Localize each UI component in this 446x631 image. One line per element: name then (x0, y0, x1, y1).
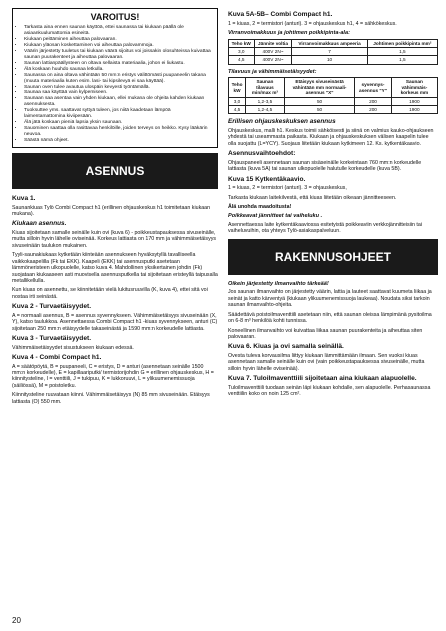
section-banner-asennus: ASENNUS (12, 153, 218, 189)
paragraph-maadoitus: Älä unohda maadoitusta! (228, 204, 292, 211)
table-cell: 1,2-3,5 (246, 97, 285, 105)
table-header-cell: Teho kW (229, 39, 255, 47)
paragraph-kuva-7: Tuloilmaventtiili tuodaan seinän läpi kiukaan kohdalle, sen alapuolelle. Perhasaunassa venttiilin koko on noin 125 cm². (228, 384, 431, 398)
table-cell: 200 (355, 106, 392, 114)
table-header-row (229, 39, 438, 47)
warning-item: • Kiukaan yläosan koskettaminen voi aiheuttaa palovammoja. (24, 43, 213, 49)
heading-kuva-1: Kuva 1. (12, 195, 36, 203)
warning-title: VAROITUS! (90, 12, 140, 22)
table-header-cell: Teho kW (229, 78, 246, 97)
table-virranvoimakkuus (228, 39, 438, 65)
heading-kuva-2: Kuva 2 - Turvaetäisyydet. (12, 303, 92, 311)
table-header-cell: Jännite voltia (254, 39, 292, 47)
heading-kuva-3: Kuva 3 - Turvaetäisyydet. (12, 334, 92, 342)
heading-kuva-7: Kuva 7. Tuloilmaventtiili sijoitetaan aina kiukaan alapuolelle. (228, 375, 417, 383)
paragraph-ilmanvaihto-3: Koneellinen ilmanvaihto voi kuivattaa liikaa saunan puurakenteita ja aiheuttaa siten palovaaran. (228, 327, 423, 340)
section-banner-rakennusohjeet: RAKENNUSOHJEET (228, 239, 438, 275)
paragraph-ohjauskeskus: Ohjauskeskus, malli h1. Keskus toimii sähköisesti ja siinä on valmius kauko-ohjaukseen yhdestä tai useammasta paikasta. Kiukaan ja ohjauskeskuksen välisen kaapelin tulee olla suojattu (L=YCY). Suojaus liitetään kiukaan kytkimeen 12. Ks. kytkentäkaavio. (228, 128, 434, 147)
warning-item: • Tuoksuttee yms. saattavat syttyä tuleen, jos niitä kaadetaan lämpöä laimentamattomina kiviipesään. (24, 108, 213, 120)
left-column (12, 8, 218, 408)
table-cell: 50 (284, 106, 354, 114)
heading-virranvoimakkuus: Virranvoimakkuus ja johtimen poikkipinta-ala: (228, 30, 350, 36)
warning-item: • Saunaa saa käyttää vain kylpemiseen. (24, 90, 213, 96)
heading-tilavuus: Tilavuus ja vähimmäisetäisyydet: (228, 68, 317, 75)
table-cell: 7 (292, 48, 367, 56)
paragraph-asennusvaihtoehdot: Ohjauspaneeli asennetaan saunan sisäseinälle korkeintaan 760 mm:n korkeudelle lattiasta (kuva 5A) tai saunan ulkopuolelle halutulle korkeudelle (kuva 5B). (228, 159, 422, 173)
warning-item: • Saunassa on aina oltava vähintään 50 mm:n eristys välittömästi puupaneelin takana (muuta materiaalia kuten esim. lasi- tai kipsilevyä ei saa käyttää). (24, 73, 213, 85)
paragraph-kuva-1: Saunankiuas Tylö Combi Compact h1 (erillinen ohjauskeskus h1 toimitetaan kiukaan mukana). (12, 204, 211, 218)
paragraph-kuva-6: Ovesta tuleva korvausilma liittyy kiukaan lämmittämään ilmaan. Sen vuoksi kiuas asennetaan samalle seinälle kuin ovi (vain poikkeustapauksessa sivuseinälle, mutta silloin hyvin lähelle oviseinää). (228, 352, 425, 372)
table-cell: 50 (284, 97, 354, 105)
table-cell: 400V 2N~ (254, 48, 292, 56)
paragraph-kuva-15-b: Tarkasta kiukaan laitekilvestä, että kiuas liitetään oikeaan jännitteeseen. (228, 194, 397, 201)
paragraph-kuva-5: 1 = kiuas, 2 = termistori (anturi). 3 = ohjauskeskus h1, 4 = sähkökeskus. (228, 20, 397, 27)
table-cell: 1,5 (367, 48, 437, 56)
table-header-cell: syvennys-asennus "Y" (355, 78, 392, 97)
table-cell: 4,5 (229, 56, 255, 64)
table-row (229, 56, 438, 64)
table-header-cell: Saunan tilavuus min/max m³ (246, 78, 285, 97)
warning-item: • Säästä nämä ohjeet. (24, 138, 213, 144)
paragraph-kuva-4: A = säätöpöytä, B = puupaneeli, C = eristys, D = anturi (asennetaan seinälle 1500 mm:n korkeudelle), E = kapillaariputki/ termistorijohdin G = erillinen ohjauskeskus, H = kiinnitysteline, I = venttiili, J = tukipuu, K = lukkoruuvi, L = ylikuumenemissuoja (säiliössä), M = poistoletku. (12, 363, 214, 389)
heading-kuva-6: Kuva 6. Kiuas ja ovi samalla seinällä. (228, 343, 344, 351)
table-tilavuus (228, 77, 438, 114)
table-cell: 3,0 (229, 48, 255, 56)
table-cell: 4,5 (229, 106, 246, 114)
paragraph-kuva-15: 1 = kiuas, 2 = termistori (anturi). 3 = ohjauskeskus, (228, 185, 347, 192)
table-header-cell: Virranvoimakkuus ampeeria (292, 39, 367, 47)
paragraph-kuva-2: A = normaali asennus, B = asennus syvennykseen. Vähimmäisetäisyys sivuseinään (X, Y), katso taulukkoa. Asennettaessa Combi Compact h1 -kiuas syvennykseen, anturi (C) sijoitetaan 250 mm:n etäisyydelle takaseinästä ja 1590 mm:n korkeudelle lattiasta. (12, 312, 218, 332)
warning-list (17, 25, 213, 144)
table-row (229, 106, 438, 114)
warning-item: • Saunan oven tulee avautua ulospäin kevyesti työntämällä. (24, 85, 213, 91)
table-row (229, 97, 438, 105)
paragraph-kuva-4-b: Kiinnitysteline ruuvataan kiinni. Vähimmäisetäisyys (N) 85 mm sivuseinään. Etäisyys lattiasta (O) 550 mm. (12, 392, 210, 405)
warning-item: • Älä jätä koskaan pieniä lapsia yksin saunaan. (24, 120, 213, 126)
paragraph-kiukaan-1: Kiuas sijoitetaan samalle seinälle kuin ovi (kuva 6) - poikkeustapauksessa sivuseinälle, mutta silloin hyvin lähelle oviseinää. Korkeus lattiasta on 170 mm ja vähimmäisetäisyys sivuseinään taulukon mukainen. (12, 230, 217, 249)
table-cell: 1900 (391, 106, 437, 114)
paragraph-kuva-3: Vähimmäisetäisyydet sisustukseen kiukaan edessä. (12, 344, 134, 351)
heading-ilmanvaihto: Oikein järjestetty ilmanvaihto tärkeää! (228, 280, 329, 287)
page-number: 20 (12, 616, 21, 625)
table-cell: 1,2-4,5 (246, 106, 285, 114)
heading-kuva-15: Kuva 15 Kytkentäkaavio. (228, 175, 306, 183)
warning-item: • Tarkasta aina ennen saunan käyttöä, ettei saunassa tai kiukaan päällä ole asiaankuulumattomia esineitä. (24, 25, 213, 37)
table-cell: 10 (292, 56, 367, 64)
heading-kiukaan-asennus: Kiukaan asennus. (12, 220, 67, 228)
warning-item: • Kiukaan peittäminen aiheuttaa palovaaran. (24, 37, 213, 43)
table-header-cell: Johtimen poikkipinta mm² (367, 39, 437, 47)
heading-kuva-5: Kuva 5A-5B– Combi Compact h1. (228, 11, 333, 18)
heading-poikkeavat: Poikkeavat jännitteet tai vaiheluku . (228, 213, 323, 220)
table-cell: 1,5 (367, 56, 437, 64)
warning-item: • Saunaan saa asentaa vain yhden kiukaan, ellei mukana ole ohjeita kahden kiukaan asennuksesta. (24, 96, 213, 108)
right-column (228, 8, 438, 401)
table-cell: 200 (355, 97, 392, 105)
warning-box (12, 8, 218, 148)
table-header-cell: Saunan vähimmäis-korkeus mm (391, 78, 437, 97)
warning-item: • Sauominen saattaa olla rasittavaa henkilöille, joiden terveys on heikko. Kysy lääkärin neuvoa. (24, 126, 213, 138)
table-cell: 400V 2N~ (254, 56, 292, 64)
warning-item: • Älä koskaan huuhdo saunaa letkulla. (24, 67, 213, 73)
paragraph-kiukaan-3: Kun kiuas on asennettu, se kiinnitetään vielä lukitusruuvilla (K, kuva 4), ettei sitä voi nostaa irti seinästä. (12, 287, 208, 300)
heading-kuva-4: Kuva 4 - Combi Compact h1. (12, 353, 102, 361)
table-header-row (229, 78, 438, 97)
paragraph-ilmanvaihto-1: Jos saunan ilmanvaihto on järjestetty väärin, lattia ja lauteet saattavat kuumeta liikaa ja seinät ja katto kärventyä (kiukaan ylikuumenemissuoja laukeaa). Noudata siksi tarkoin saunan ilmanvaihto-ohjeita. (228, 289, 432, 309)
heading-ohjauskeskus: Erillisen ohjauskeskuksen asennus (228, 118, 336, 126)
table-row (229, 48, 438, 56)
paragraph-ilmanvaihto-2: Säädettävä poistoilmaventtiili asetetaan niin, että saunan oleissa lämpimänä pysitoilma on 6-8 m³ henkilöä kohti tunnissa. (228, 311, 432, 325)
heading-asennusvaihtoehdot: Asennusvaihtoehdot: (228, 150, 296, 158)
warning-item: • Väärin järjestetty tuuletus tai kiukaan väärä sijoitus voi joissakin olosuhteissa kuivattaa saunan puurakenteet ja aiheuttaa palovaaran. (24, 49, 213, 61)
table-cell: 3,0 (229, 97, 246, 105)
table-cell: 1900 (391, 97, 437, 105)
paragraph-kiukaan-2: Tyyli-saunakiukaas kytketään kiinteään asennukseen hyväksytyllä tavalliseella vaikkokaapelilla (Fk tai EKK). Kaapeli (EKK) tai asennusputki asetetaan lämmöneristeen ulkopuolelle, katso kuva 4. Mahdollinen yksikertainen johdin (Fk) suojataan kiukaaseen asti muovisella asennusputkella tai sijoitetaan eristeyllä taipusalla metallikellulla. (12, 252, 218, 284)
paragraph-poikkeavat: Asennettaessa laite kytkentäkaaviossa esitetyistä poikkeaviin verkkojännitteisiin tai vaiheluvuihin, ota yhteys Tylö-asiakaspalveluun. (228, 222, 423, 235)
table-header-cell: Etäisyys sivuseinästä vähintään mm normaali-asennus "X" (284, 78, 354, 97)
warning-item: • Saunan lattianpäällysteen on oltava sellaista materiaalia, johon ei liukastu. (24, 61, 213, 67)
